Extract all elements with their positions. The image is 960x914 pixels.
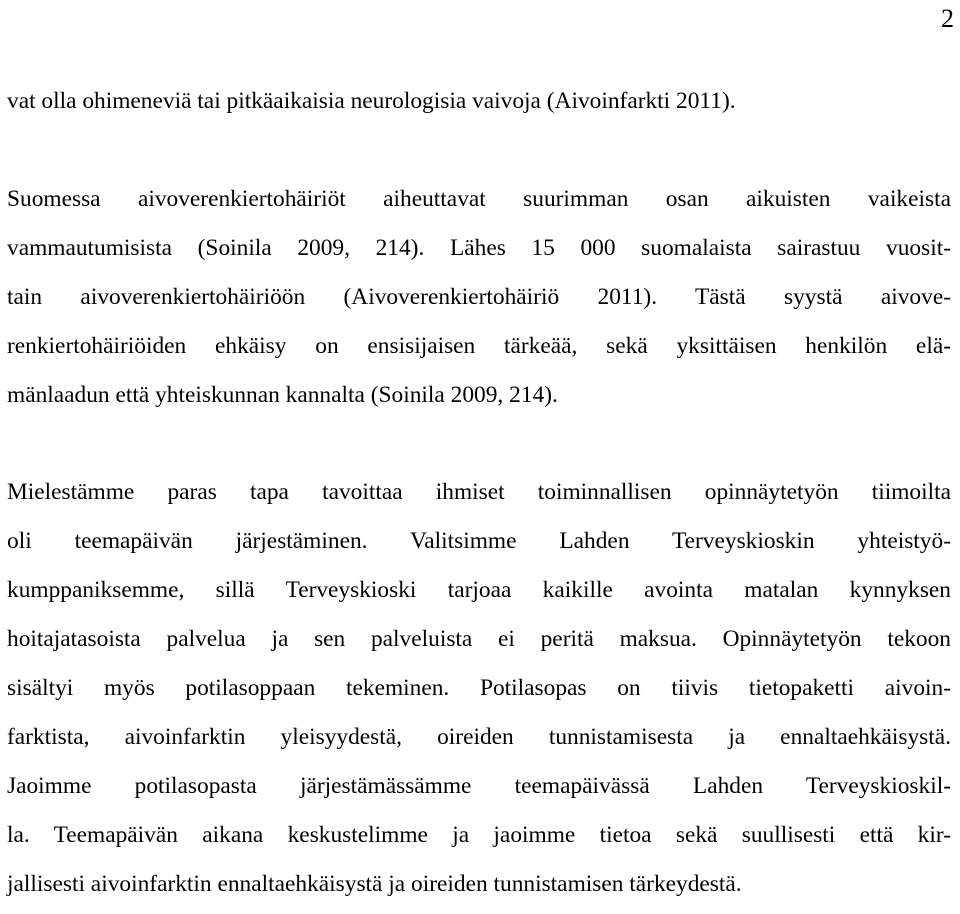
text-line: kumppaniksemme, sillä Terveyskioski tarjoaa kaikille avointa matalan kynnyksen (7, 577, 951, 603)
text-line: Suomessa aivoverenkiertohäiriöt aiheuttavat suurimman osan aikuisten vaikeista (7, 186, 951, 212)
text-line: sisältyi myös potilasoppaan tekeminen. Potilasopas on tiivis tietopaketti aivoin- (7, 675, 951, 701)
text-line: oli teemapäivän järjestäminen. Valitsimme Lahden Terveyskioskin yhteistyö- (7, 528, 951, 554)
text-line: renkiertohäiriöiden ehkäisy on ensisijaisen tärkeää, sekä yksittäisen henkilön elä- (7, 333, 951, 359)
text-line: jallisesti aivoinfarktin ennaltaehkäisystä ja oireiden tunnistamisen tärkeydestä. (7, 871, 742, 897)
text-line: farktista, aivoinfarktin yleisyydestä, oireiden tunnistamisesta ja ennaltaehkäisystä. (7, 724, 951, 750)
text-line: vat olla ohimeneviä tai pitkäaikaisia neurologisia vaivoja (Aivoinfarkti 2011). (7, 88, 736, 114)
text-line: vammautumisista (Soinila 2009, 214). Lähes 15 000 suomalaista sairastuu vuosit- (7, 235, 951, 261)
text-line: tain aivoverenkiertohäiriöön (Aivoverenkiertohäiriö 2011). Tästä syystä aivove- (7, 284, 951, 310)
text-line: mänlaadun että yhteiskunnan kannalta (Soinila 2009, 214). (7, 382, 558, 408)
text-line: Mielestämme paras tapa tavoittaa ihmiset toiminnallisen opinnäytetyön tiimoilta (7, 479, 951, 505)
text-line: Jaoimme potilasopasta järjestämässämme teemapäivässä Lahden Terveyskioskil- (7, 773, 951, 799)
text-line: hoitajatasoista palvelua ja sen palveluista ei peritä maksua. Opinnäytetyön tekoon (7, 626, 951, 652)
page-number: 2 (941, 4, 954, 33)
text-line: la. Teemapäivän aikana keskustelimme ja jaoimme tietoa sekä suullisesti että kir- (7, 822, 951, 848)
